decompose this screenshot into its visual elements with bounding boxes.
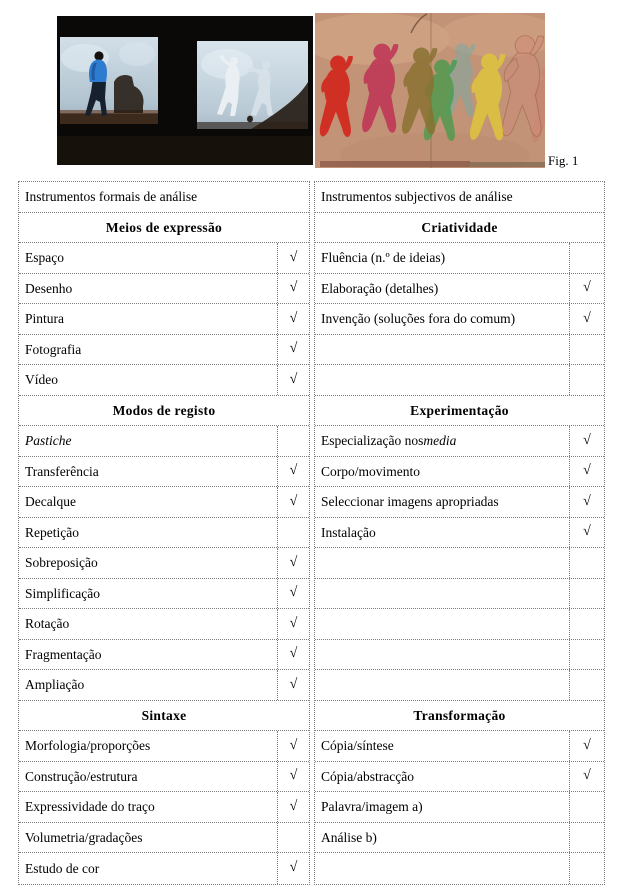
check-cell (569, 640, 604, 670)
table-row (315, 548, 604, 579)
row-label: Desenho (25, 280, 73, 296)
check-cell (569, 792, 604, 822)
checkmark: √ (569, 487, 604, 517)
row-label: Decalque (25, 494, 76, 509)
check-cell (569, 823, 604, 853)
checkmark: √ (569, 426, 604, 456)
checkmark: √ (277, 243, 309, 273)
row-label: Morfologia/proporções (25, 738, 151, 753)
column-header: Instrumentos subjectivos de análise (315, 182, 604, 213)
row-label: Palavra/imagem a) (321, 799, 423, 814)
checkmark: √ (277, 731, 309, 761)
check-cell (569, 548, 604, 578)
table-row (19, 365, 309, 396)
row-label (315, 335, 569, 365)
table-row (19, 792, 309, 823)
row-label: Vídeo (25, 372, 58, 387)
table-row (19, 243, 309, 274)
checkmark: √ (569, 518, 604, 548)
table-row (19, 426, 309, 457)
table-row (19, 548, 309, 579)
checkmark: √ (277, 670, 309, 700)
row-label: Volumetria/gradações (25, 829, 143, 845)
checkmark: √ (277, 792, 309, 822)
figure-caption: Fig. 1 (548, 153, 579, 168)
table-row (315, 335, 604, 366)
table-row (315, 731, 604, 762)
checkmark: √ (277, 762, 309, 792)
section-header: Meios de expressão (19, 213, 309, 244)
table-row (315, 243, 604, 274)
checkmark: √ (277, 335, 309, 365)
table-row (315, 792, 604, 823)
table-row (19, 274, 309, 305)
row-label (315, 670, 569, 700)
table-row (19, 518, 309, 549)
table-row (315, 579, 604, 610)
row-label: Seleccionar imagens apropriadas (321, 494, 499, 509)
table-row (19, 640, 309, 671)
analysis-tables (18, 181, 605, 885)
checkmark: √ (569, 304, 604, 334)
table-row (19, 579, 309, 610)
row-label: Transferência (25, 463, 99, 479)
checkmark: √ (569, 731, 604, 761)
table-row (19, 609, 309, 640)
table-row (315, 609, 604, 640)
row-label: Rotação (25, 616, 70, 631)
row-label: Estudo de cor (25, 860, 100, 876)
table-row (315, 426, 604, 457)
check-cell (569, 243, 604, 273)
row-label: Ampliação (25, 677, 85, 692)
table-row (315, 518, 604, 549)
check-cell (569, 609, 604, 639)
row-label: Fragmentação (25, 646, 102, 662)
checkmark: √ (277, 487, 309, 517)
check-cell (569, 335, 604, 365)
table-row (19, 823, 309, 854)
table-row (315, 640, 604, 671)
check-cell (569, 853, 604, 884)
checkmark: √ (569, 274, 604, 304)
checkmark: √ (569, 457, 604, 487)
row-label: Espaço (25, 250, 64, 265)
check-cell (569, 365, 604, 395)
projection-screen-1 (60, 37, 158, 124)
check-cell (569, 670, 604, 700)
row-label (315, 365, 569, 395)
row-label (315, 579, 569, 609)
table-row (19, 304, 309, 335)
table-row (19, 762, 309, 793)
table-row (315, 670, 604, 701)
table-row (315, 487, 604, 518)
row-label: Especialização nos media (321, 433, 457, 448)
check-cell (277, 426, 309, 456)
row-label: Cópia/síntese (321, 738, 394, 753)
subjective-analysis-table (314, 181, 605, 885)
checkmark: √ (277, 457, 309, 487)
checkmark: √ (277, 579, 309, 609)
checkmark: √ (277, 274, 309, 304)
row-label: Repetição (25, 524, 79, 540)
table-row (315, 274, 604, 305)
table-row (315, 823, 604, 854)
row-label: Elaboração (detalhes) (321, 280, 439, 296)
row-label: Análise b) (321, 829, 377, 845)
check-cell (569, 579, 604, 609)
checkmark: √ (277, 365, 309, 395)
checkmark: √ (277, 640, 309, 670)
table-row (315, 762, 604, 793)
table-row (19, 731, 309, 762)
section-header: Experimentação (315, 396, 604, 427)
row-label: Corpo/movimento (321, 463, 420, 479)
row-label: Fotografia (25, 341, 82, 357)
projection-screen-2 (197, 41, 308, 129)
table-row (19, 487, 309, 518)
row-label: Simplificação (25, 585, 100, 601)
row-label: Instalação (321, 524, 376, 540)
row-label: Pintura (25, 311, 64, 326)
row-label: Pastiche (25, 433, 72, 448)
row-label (315, 853, 569, 884)
checkmark: √ (277, 304, 309, 334)
row-label (315, 548, 569, 578)
checkmark: √ (277, 853, 309, 884)
checkmark: √ (569, 762, 604, 792)
column-header: Instrumentos formais de análise (19, 182, 309, 213)
row-label: Cópia/abstracção (321, 768, 414, 784)
row-label (315, 609, 569, 639)
section-header: Modos de registo (19, 396, 309, 427)
row-label-italic-part: media (423, 433, 457, 448)
table-row (19, 670, 309, 701)
table-row (315, 304, 604, 335)
table-row (19, 457, 309, 488)
check-cell (277, 518, 309, 548)
section-header: Transformação (315, 701, 604, 732)
checkmark: √ (277, 548, 309, 578)
row-label: Expressividade do traço (25, 799, 155, 814)
row-label: Construção/estrutura (25, 768, 138, 784)
row-label (315, 640, 569, 670)
row-label: Sobreposição (25, 555, 98, 570)
table-row (315, 457, 604, 488)
table-row (315, 365, 604, 396)
table-row (19, 853, 309, 884)
check-cell (277, 823, 309, 853)
checkmark: √ (277, 609, 309, 639)
section-header: Criatividade (315, 213, 604, 244)
painted-dancers-photo (315, 13, 545, 168)
table-row (19, 335, 309, 366)
table-row (315, 853, 604, 884)
row-label: Invenção (soluções fora do comum) (321, 311, 516, 326)
formal-analysis-table (18, 181, 310, 885)
video-projection-photo (57, 16, 313, 165)
section-header: Sintaxe (19, 701, 309, 732)
row-label: Fluência (n.º de ideias) (321, 250, 446, 265)
